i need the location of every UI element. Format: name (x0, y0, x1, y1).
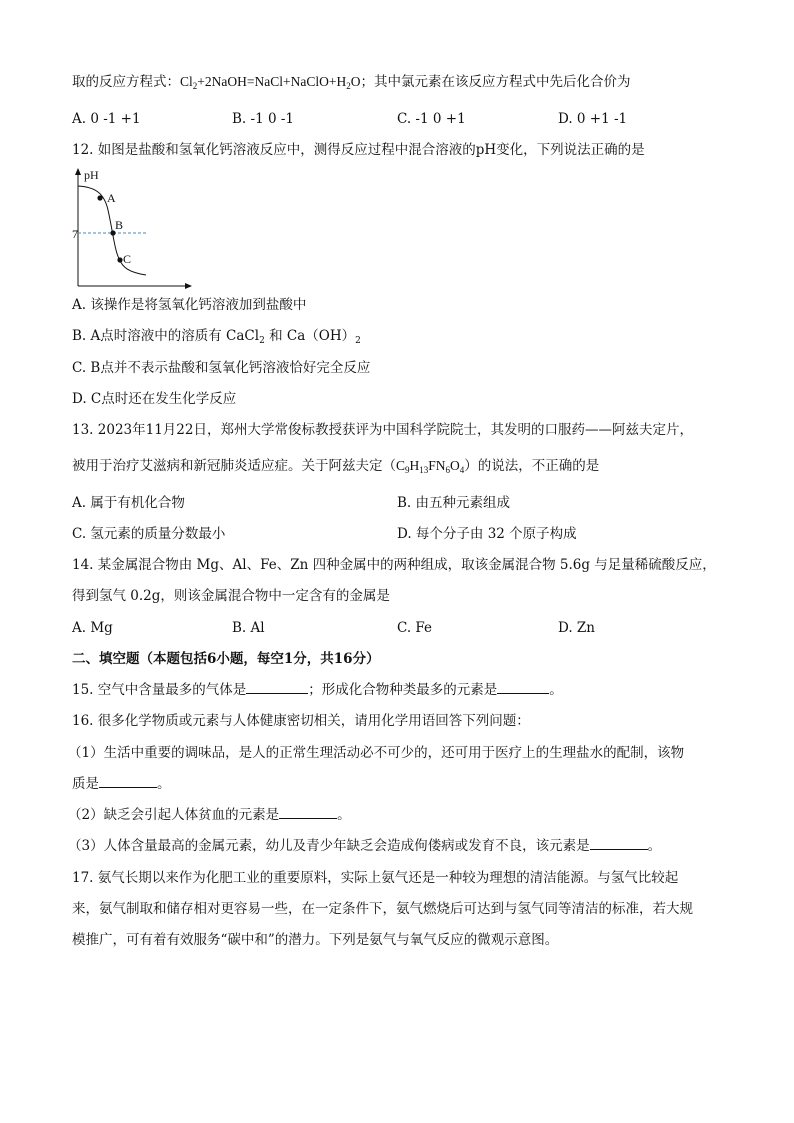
q16-blank-1[interactable] (99, 775, 157, 788)
formula-c-sub: 9 (405, 465, 410, 475)
point-a-label: A (107, 191, 116, 205)
q13-stem-line1: 13. 2023年11月22日，郑州大学常俊标教授获评为中国科学院院士，其发明的口服药——阿兹夫定片， (72, 422, 693, 438)
y-axis-arrow (75, 168, 81, 175)
q12-option-a[interactable]: A. 该操作是将氢氧化钙溶液加到盐酸中 (72, 297, 307, 313)
q11-stem-post: ；其中氯元素在该反应方程式中先后化合价为 (360, 74, 631, 90)
eq-end: O (350, 74, 361, 89)
eq-cl: Cl (180, 74, 193, 89)
q15-part1: 15. 空气中含量最多的气体是 (72, 682, 247, 698)
q16-stem: 16. 很多化学物质或元素与人体健康密切相关，请用化学用语回答下列问题： (72, 713, 530, 729)
azvudine-formula (396, 458, 464, 473)
ph-curve-chart (66, 166, 196, 290)
x-axis-arrow (185, 283, 192, 289)
q15-blank-2[interactable] (497, 681, 549, 694)
q16-sub2-text: （2）缺乏会引起人体贫血的元素是 (68, 807, 280, 823)
q12-option-b-text: B. A点时溶液中的溶质有 CaCl (72, 328, 260, 344)
q12-option-c[interactable]: C. B点并不表示盐酸和氢氧化钙溶液恰好完全反应 (72, 360, 371, 376)
q13-stem-line2 (72, 457, 599, 475)
q12-stem: 12. 如图是盐酸和氢氧化钙溶液反应中，测得反应过程中混合溶液的pH变化，下列说法正确的是 (72, 142, 645, 158)
q13-stem-line2-pre: 被用于治疗艾滋病和新冠肺炎适应症。关于阿兹夫定（ (72, 458, 396, 474)
formula-h-sub: 13 (419, 465, 429, 475)
q16-sub1-line1: （1）生活中重要的调味品，是人的正常生理活动必不可少的，还可用于医疗上的生理盐水的配制，该物 (68, 745, 685, 761)
q16-sub3-text: （3）人体含量最高的金属元素，幼儿及青少年缺乏会造成佝偻病或发育不良，该元素是 (68, 838, 590, 854)
q11-equation (180, 74, 360, 89)
q17-line1: 17. 氨气长期以来作为化肥工业的重要原料，实际上氨气还是一种较为理想的清洁能源。与氢气比较起 (72, 870, 679, 886)
q13-option-b[interactable]: B. 由五种元素组成 (397, 495, 511, 511)
q15-stem (72, 681, 563, 699)
q11-option-c[interactable]: C. -1 0 +1 (397, 111, 466, 127)
q14-option-a[interactable]: A. Mg (72, 620, 113, 636)
q13-option-a[interactable]: A. 属于有机化合物 (72, 495, 185, 511)
section-2-title: 二、填空题（本题包括6小题，每空1分，共16分） (72, 651, 380, 667)
point-b-label: B (115, 218, 124, 232)
q11-stem (72, 73, 630, 91)
q16-sub2 (68, 806, 351, 824)
formula-fn: FN (428, 458, 446, 473)
q14-stem-line2: 得到氢气 0.2g，则该金属混合物中一定含有的金属是 (72, 588, 390, 604)
q16-blank-2[interactable] (279, 806, 337, 819)
formula-c: C (396, 458, 406, 473)
q15-blank-1[interactable] (246, 681, 308, 694)
formula-h: H (409, 458, 420, 473)
q11-option-d[interactable]: D. 0 +1 -1 (558, 111, 628, 127)
formula-o: O (450, 458, 460, 473)
q14-stem-line1: 14. 某金属混合物由 Mg、Al、Fe、Zn 四种金属中的两种组成，取该金属混合物 5.6g 与足量稀硫酸反应， (72, 557, 716, 573)
q11-stem-text: 取的反应方程式： (72, 74, 180, 90)
q13-option-d[interactable]: D. 每个分子由 32 个原子构成 (397, 526, 577, 542)
formula-n-sub: 6 (445, 465, 451, 475)
q16-sub3-end: 。 (647, 838, 662, 854)
point-c-marker (117, 257, 122, 262)
q13-option-c[interactable]: C. 氢元素的质量分数最小 (72, 526, 226, 542)
q16-sub1-line2-text: 质是 (72, 776, 99, 792)
q11-option-b[interactable]: B. -1 0 -1 (232, 111, 294, 127)
q12-option-b-mid: 和 Ca（OH） (264, 328, 356, 344)
q12-option-b[interactable] (72, 327, 361, 345)
q15-part3: 。 (549, 682, 563, 698)
y-axis-label: pH (84, 168, 99, 182)
eq-mid: +2NaOH=NaCl+NaClO+H (197, 74, 347, 89)
q13-stem-line2-post: ）的说法，不正确的是 (464, 458, 600, 474)
q11-option-a[interactable]: A. 0 -1 +1 (72, 111, 141, 127)
q14-option-c[interactable]: C. Fe (397, 620, 433, 636)
q15-part2: ；形成化合物种类最多的元素是 (308, 682, 498, 698)
q12-option-b-sub2: 2 (355, 336, 361, 346)
q16-sub1-line2 (72, 775, 171, 793)
q16-blank-3[interactable] (590, 837, 648, 850)
q17-line2: 来，氨气制取和储存相对更容易一些，在一定条件下，氨气燃烧后可达到与氢气同等清洁的标准，若大规 (72, 901, 693, 917)
point-c-label: C (123, 252, 132, 266)
q17-line3: 模推广，可有着有效服务“碳中和”的潜力。下列是氨气与氧气反应的微观示意图。 (72, 932, 559, 948)
q16-sub3 (68, 837, 661, 855)
q12-option-d[interactable]: D. C点时还在发生化学反应 (72, 391, 237, 407)
eq-cl-sub: 2 (192, 81, 198, 91)
q12-option-b-sub1: 2 (259, 336, 265, 346)
eq-h-sub: 2 (346, 81, 351, 91)
y-tick-7: 7 (72, 227, 78, 241)
q16-sub2-end: 。 (337, 807, 351, 823)
formula-o-sub: 4 (459, 465, 465, 475)
q14-option-d[interactable]: D. Zn (558, 620, 595, 636)
q16-sub1-end: 。 (157, 776, 171, 792)
q14-option-b[interactable]: B. Al (232, 620, 265, 636)
point-a-marker (97, 195, 102, 200)
